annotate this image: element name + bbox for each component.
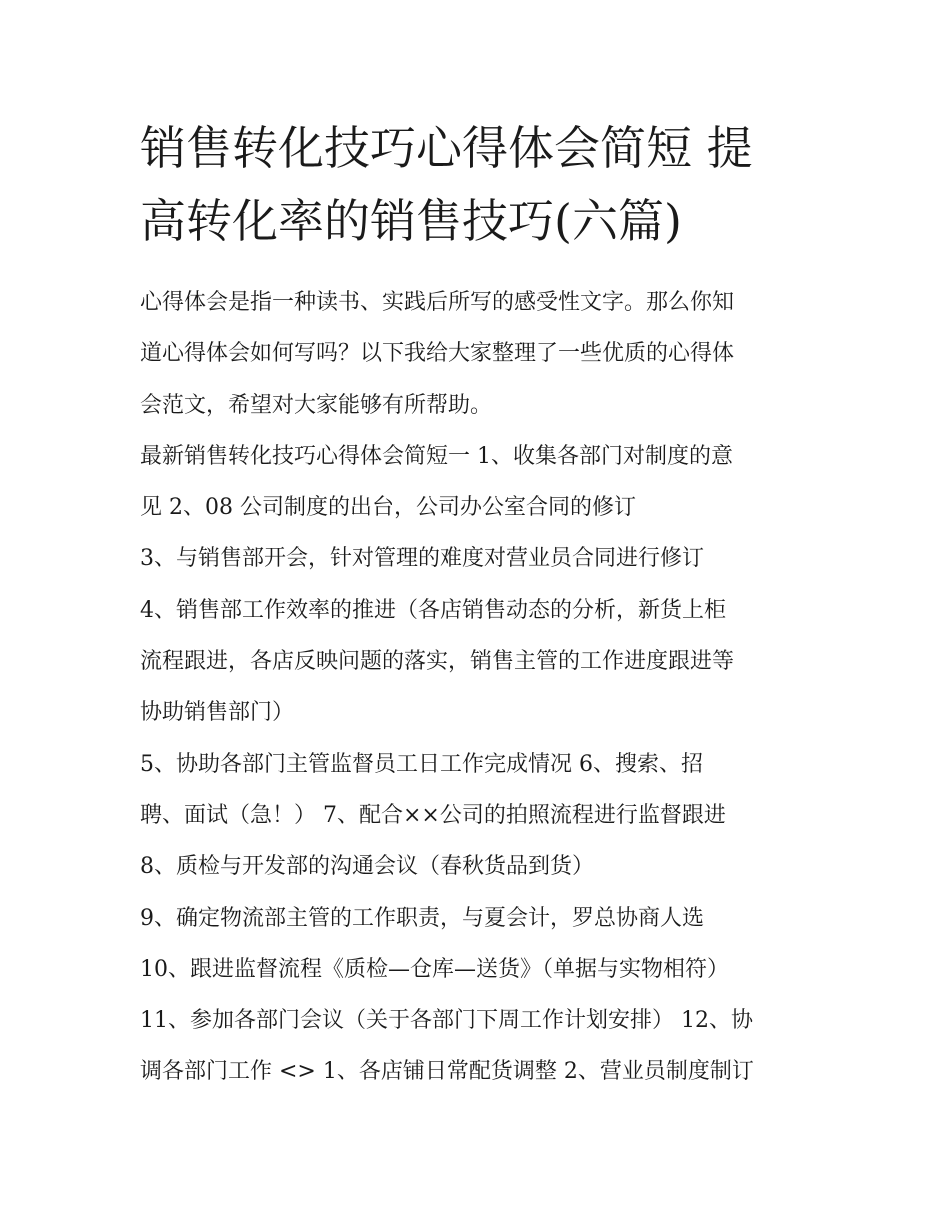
- body-line: 会范文，希望对大家能够有所帮助。: [140, 392, 493, 418]
- body-line: 流程跟进，各店反映问题的落实，销售主管的工作进度跟进等: [140, 649, 735, 675]
- body-line: 3、与销售部开会，针对管理的难度对营业员合同进行修订: [140, 546, 704, 572]
- body-line: 4、销售部工作效率的推进（各店销售动态的分析，新货上柜: [140, 597, 726, 623]
- body-line: 调各部门工作 <> 1、各店铺日常配货调整 2、营业员制度制订: [140, 1059, 754, 1085]
- document-body: [140, 277, 820, 1098]
- title-line: 销售转化技巧心得体会简短 提: [140, 121, 753, 175]
- body-line: 10、跟进监督流程《质检—仓库—送货》（单据与实物相符）: [140, 956, 729, 982]
- body-line: 见 2、08 公司制度的出台，公司办公室合同的修订: [140, 495, 636, 521]
- body-line: 聘、面试（急！） 7、配合××公司的拍照流程进行监督跟进: [140, 802, 726, 828]
- body-line: 11、参加各部门会议（关于各部门下周工作计划安排） 12、协: [140, 1008, 753, 1034]
- body-line: 5、协助各部门主管监督员工日工作完成情况 6、搜索、招: [140, 751, 703, 777]
- body-line: 协助销售部门）: [140, 700, 295, 726]
- title-line: 高转化率的销售技巧(六篇): [140, 194, 682, 248]
- body-line: 道心得体会如何写吗？以下我给大家整理了一些优质的心得体: [140, 341, 735, 367]
- body-line: 心得体会是指一种读书、实践后所写的感受性文字。那么你知: [140, 290, 735, 315]
- body-line: 9、确定物流部主管的工作职责，与夏会计，罗总协商人选: [140, 905, 704, 931]
- body-line: 8、质检与开发部的沟通会议（春秋货品到货）: [140, 854, 594, 880]
- body-line: 最新销售转化技巧心得体会简短一 1、收集各部门对制度的意: [140, 443, 733, 469]
- document-title: [140, 112, 820, 258]
